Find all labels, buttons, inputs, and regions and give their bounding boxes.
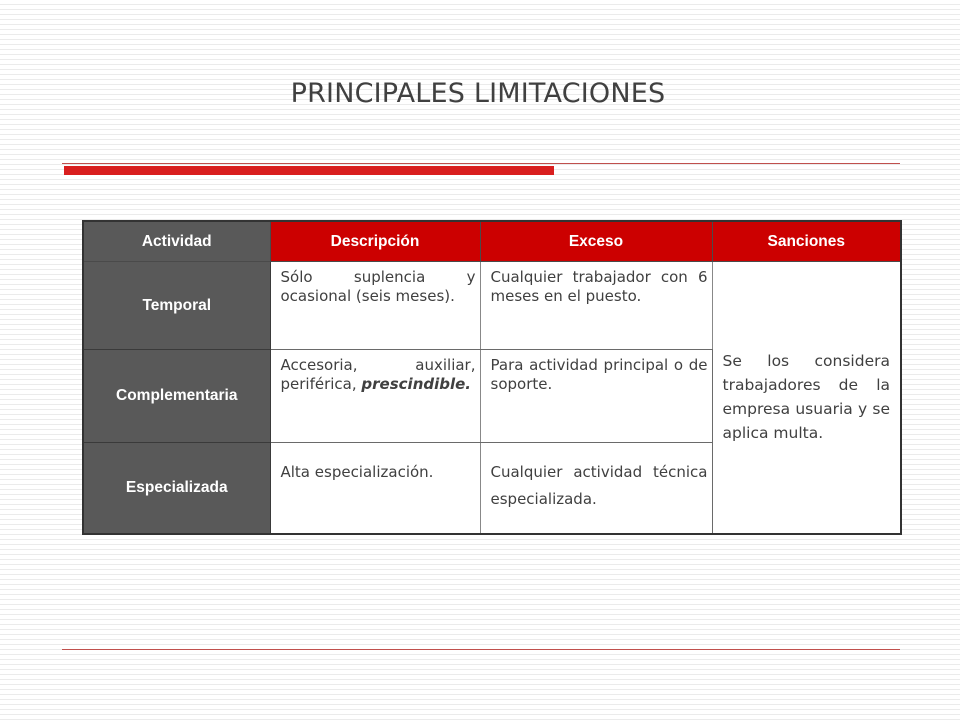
header-sanciones: Sanciones (712, 221, 901, 262)
cell-descripcion: Alta especialización. (270, 443, 480, 534)
cell-exceso: Para actividad principal o de soporte. (480, 350, 712, 443)
row-label-temporal: Temporal (83, 262, 270, 350)
limitations-table (82, 220, 902, 535)
table-header-row (83, 221, 901, 262)
slide-title (0, 78, 960, 109)
table-row (83, 262, 901, 350)
title-rule-accent (64, 166, 554, 175)
cell-exceso: Cualquier actividad técnica especializada. (480, 443, 712, 534)
title-rule-thin (62, 163, 900, 164)
slide-title-text: PRINCIPALES LIMITACIONES (290, 78, 666, 109)
cell-descripcion-emphasis: prescindible. (361, 375, 471, 393)
header-actividad: Actividad (83, 221, 270, 262)
cell-sanciones: Se los considera trabajadores de la empresa usuaria y se aplica multa. (712, 262, 901, 534)
header-exceso: Exceso (480, 221, 712, 262)
cell-descripcion-text: Accesoria, auxiliar, periférica, (280, 356, 476, 393)
row-label-complementaria: Complementaria (83, 350, 270, 443)
row-label-especializada: Especializada (83, 443, 270, 534)
cell-exceso: Cualquier trabajador con 6 meses en el puesto. (480, 262, 712, 350)
footer-rule (62, 649, 900, 650)
cell-descripcion: Sólo suplencia y ocasional (seis meses). (270, 262, 480, 350)
cell-descripcion (270, 350, 480, 443)
header-descripcion: Descripción (270, 221, 480, 262)
